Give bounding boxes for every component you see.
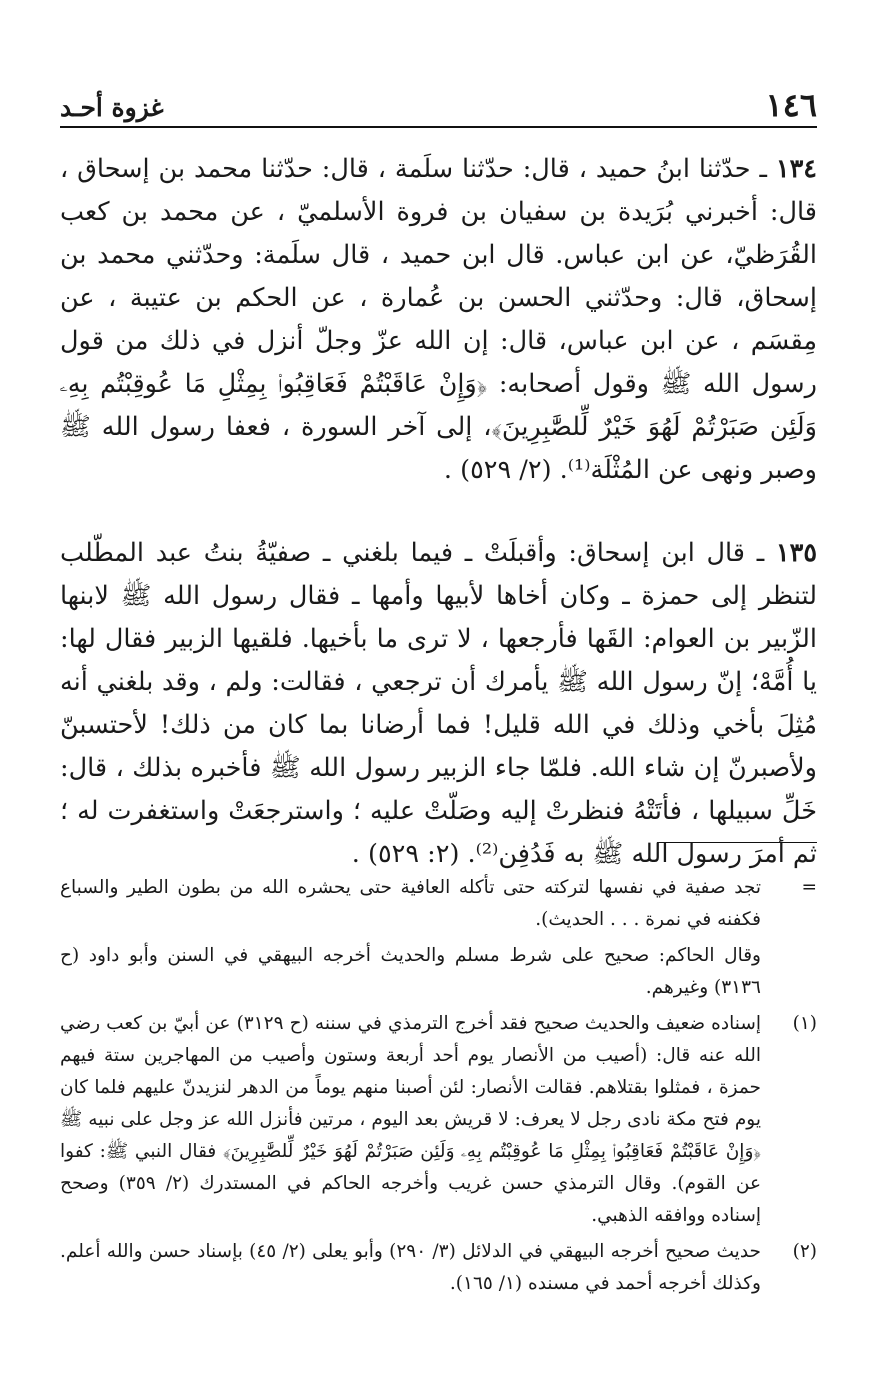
page-number: ١٤٦ (765, 86, 817, 124)
footnote-marker: = (801, 877, 817, 898)
footnote-1 (60, 1008, 817, 1232)
footnote-text: تجد صفية في نفسها لتركته حتى تأكله العافية حتى يحشره الله من بطون الطير والسباع فكفنه في نمرة . . . الحديث). (60, 877, 761, 930)
footnote-2 (60, 1236, 817, 1300)
footnote-separator (657, 842, 817, 843)
paragraph-number: ١٣٥ (775, 538, 818, 568)
running-title: غزوة أحـد (60, 93, 164, 122)
footnote-continuation-line: وقال الحاكم: صحيح على شرط مسلم والحديث أخرجه البيهقي في السنن وأبو داود (ح ٣١٣٦) وغيرهم. (60, 945, 761, 998)
main-text (60, 148, 817, 876)
paragraph-text: ـ حدّثنا ابنُ حميد ، قال: حدّثنا سلَمة ، قال: حدّثنا محمد بن إسحاق ، قال: أخبرني بُرَيدة بن سفيان بن فروة الأسلميّ ، عن محمد بن كعب القُرَظيّ، عن ابن عباس. قال ابن حميد ، قال سلَمة: وحدّثني محمد بن إسحاق، قال: وحدّثني الحسن بن عُمارة ، عن الحكم بن عتيبة ، عن مِقسَم ، عن ابن عباس، قال: إن الله عزّ وجلّ أنزل في ذلك من قول رسول الله ﷺ وقول أصحابه: ﴿وَإِنْ عَاقَبْتُمْ فَعَاقِبُوا۟ بِمِثْلِ مَا عُوقِبْتُم بِهِۦ وَلَئِن صَبَرْتُمْ لَهُوَ خَيْرٌ لِّلصَّٰبِرِينَ﴾، إلى آخر السورة ، فعفا رسول الله ﷺ وصبر ونهى عن المُثْلَة⁽¹⁾. (٢/ ٥٢٩) . (60, 154, 817, 485)
footnote-marker: (٢) (792, 1241, 817, 1262)
footnote-text: إسناده ضعيف والحديث صحيح فقد أخرج الترمذي في سننه (ح ٣١٢٩) عن أبيّ بن كعب رضي الله عنه قال: (أصيب من الأنصار يوم أحد أربعة وستون وأصيب من المهاجرين ستة فيهم حمزة ، فمثلوا بقتلاهم. فقالت الأنصار: لئن أصبنا منهم يوماً من الدهر لنزيدنّ عليهم فلما كان يوم فتح مكة نادى رجل لا يعرف: لا قريش بعد اليوم ، مرتين فأنزل الله عز وجل على نبيه ﷺ ﴿وَإِنْ عَاقَبْتُمْ فَعَاقِبُوا۟ بِمِثْلِ مَا عُوقِبْتُم بِهِۦ وَلَئِن صَبَرْتُمْ لَهُوَ خَيْرٌ لِّلصَّٰبِرِينَ﴾ فقال النبي ﷺ: كفوا عن القوم). وقال الترمذي حسن غريب وأخرجه الحاكم في المستدرك (٢/ ٣٥٩) وصحح إسناده ووافقه الذهبي. (60, 1013, 761, 1226)
paragraph-text: ـ قال ابن إسحاق: وأقبلَتْ ـ فيما بلغني ـ صفيّةُ بنتُ عبد المطّلب لتنظر إلى حمزة ـ وكان أخاها لأبيها وأمها ـ فقال رسول الله ﷺ لابنها الزّبير بن العوام: القَها فأرجعها ، لا ترى ما بأخيها. فلقيها الزبير فقال لها: يا أُمَّهْ؛ إنّ رسول الله ﷺ يأمرك أن ترجعي ، فقالت: ولم ، وقد بلغني أنه مُثِلَ بأخي وذلك في الله قليل! فما أرضانا بما كان من ذلك! لأحتسبنّ ولأصبرنّ إن شاء الله. فلمّا جاء الزبير رسول الله ﷺ فأخبره بذلك ، قال: خَلِّ سبيلها ، فأتَتْهُ فنظرتْ إليه وصَلّتْ عليه ؛ واسترجعَتْ واستغفرت له ؛ ثم أمرَ رسول الله ﷺ به فَدُفِن⁽²⁾. (٢: ٥٢٩) . (60, 538, 817, 869)
paragraph-135 (60, 532, 817, 876)
footnote-marker: (١) (792, 1013, 817, 1034)
page-header (60, 86, 817, 128)
footnote-continuation (60, 872, 817, 936)
footnote-text: حديث صحيح أخرجه البيهقي في الدلائل (٣/ ٢٩٠) وأبو يعلى (٢/ ٤٥) بإسناد حسن والله أعلم. وكذلك أخرجه أحمد في مسنده (١/ ١٦٥). (60, 1241, 761, 1294)
paragraph-number: ١٣٤ (775, 154, 817, 184)
footnotes (60, 872, 817, 1304)
paragraph-134 (60, 148, 817, 492)
